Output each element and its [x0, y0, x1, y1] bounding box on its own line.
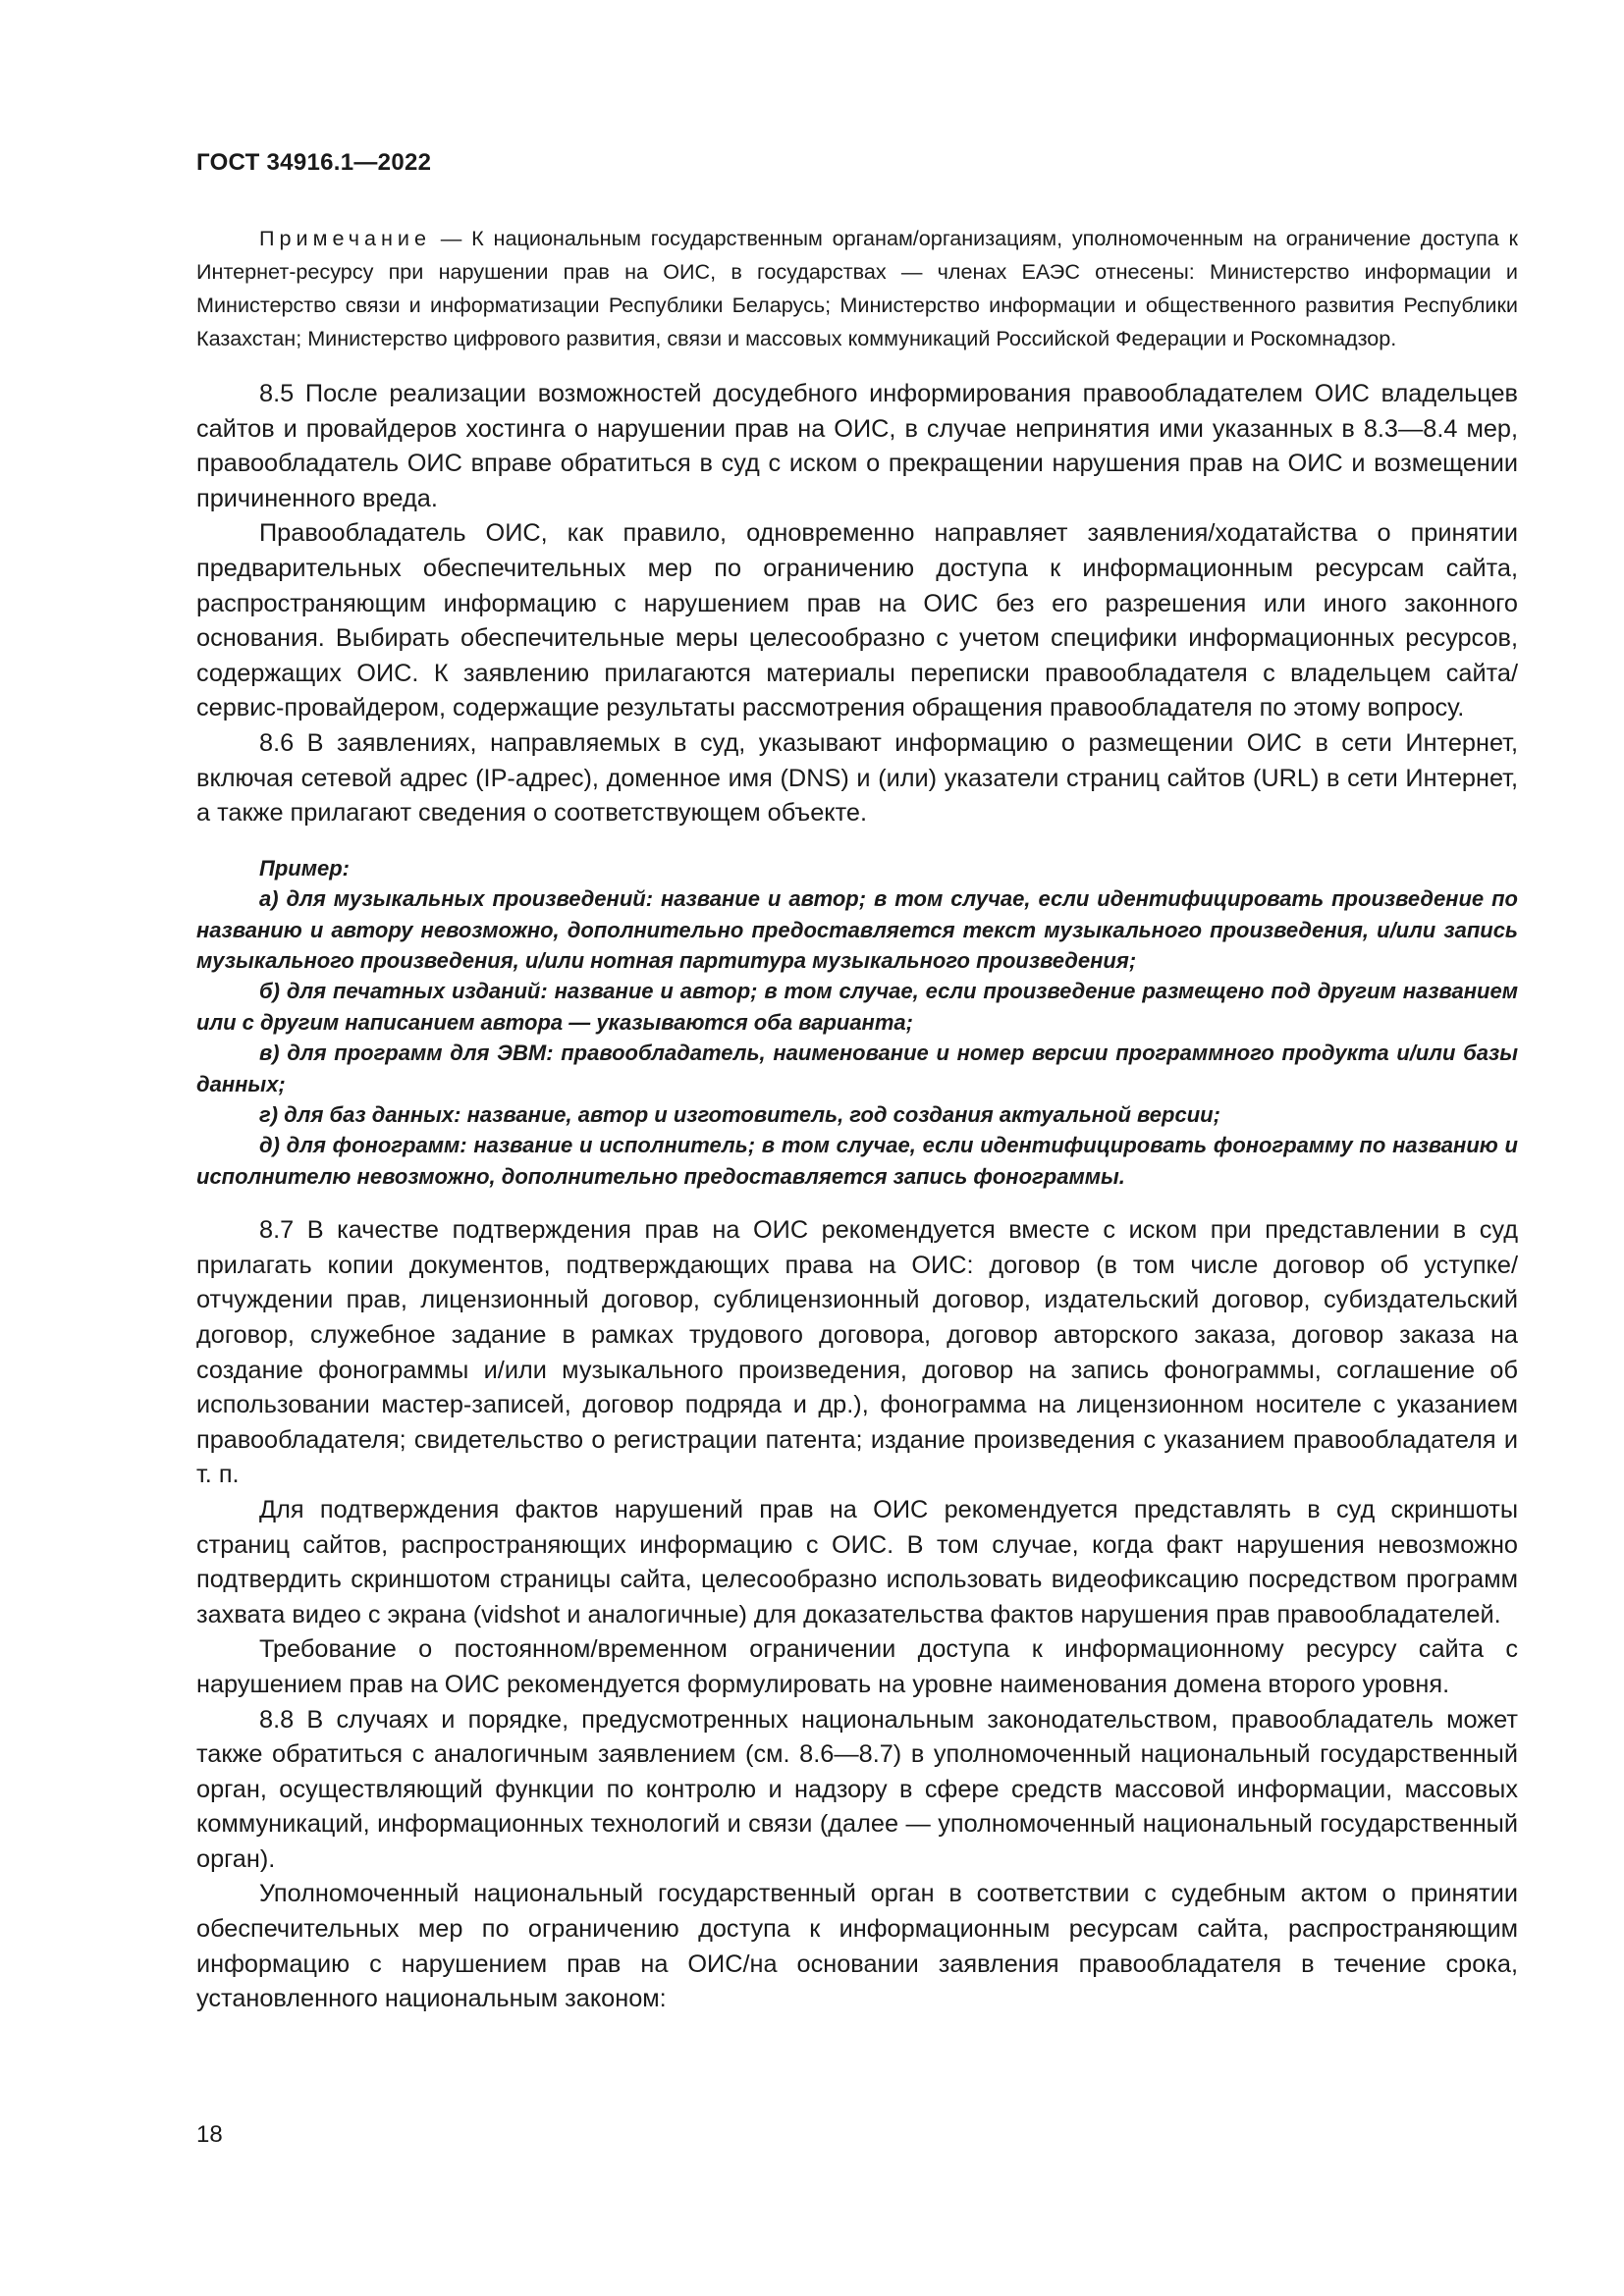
example-heading: Пример:	[259, 855, 350, 881]
paragraph-8-5: 8.5 После реализации возможностей досудебного информирования правообладателем ОИС владельцев сайтов и провайдеров хостинга о нарушении прав на ОИС, в случае непринятия ими указанных в 8.3—8.4 мер, правообладатель ОИС вправе обратиться в суд с иском о прекращении нарушения прав на ОИС и возмещении причиненного вреда.	[196, 380, 1518, 512]
paragraph-8-6: 8.6 В заявлениях, направляемых в суд, указывают информацию о размещении ОИС в сети Интернет, включая сетевой адрес (IP-адрес), доменное имя (DNS) и (или) указатели страниц сайтов (URL) в сети Интернет, а также прилагают сведения о соответствующем объекте.	[196, 728, 1518, 828]
paragraph-8-7: 8.7 В качестве подтверждения прав на ОИС рекомендуется вместе с иском при представлении в суд прилагать копии документов, подтверждающих права на ОИС: договор (в том числе договор об уступке/отчуждении прав, лицензионный договор, сублицензионный договор, издательский договор, субиздательский договор, служебное задание в рамках трудового договора, договор авторского заказа, договор заказа на создание фонограммы и/или музыкального произведения, договор на запись фонограммы, соглашение об использовании мастер-записей, договор подряда и др.), фонограмма на лицензионном носителе с указанием правообладателя; свидетельство о регистрации патента; издание произведения с указанием правообладателя и т. п.	[196, 1216, 1518, 1489]
example-item-b: б) для печатных изданий: название и автор; в том случае, если произведение размещено под другим названием или с другим написанием автора — указываются оба варианта;	[196, 979, 1518, 1035]
paragraph-8-8: 8.8 В случаях и порядке, предусмотренных национальным законодательством, правообладатель может также обратиться с аналогичным заявлением (см. 8.6—8.7) в уполномоченный национальный государственный орган, осуществляющий функции по контролю и надзору в сфере средств массовой информации, массовых коммуникаций, информационных технологий и связи (далее — уполномоченный национальный государственный орган).	[196, 1705, 1518, 1873]
example-item-a: а) для музыкальных произведений: название и автор; в том случае, если идентифицировать произведение по названию и автору невозможно, дополнительно предоставляется текст музыкального произведения, и/или запись музыкального произведения, и/или нотная партитура музыкального произведения;	[196, 886, 1518, 973]
note-text: — К национальным государственным органам/организациям, уполномоченным на ограничение доступа к Интернет-ресурсу при нарушении прав на ОИС, в государствах — членах ЕАЭС отнесены: Министерство информации и Министерство связи и информатизации Республики Беларусь; Министерство информации и общественного развития Республики Казахстан; Министерство цифрового развития, связи и массовых коммуникаций Российской Федерации и Роскомнадзор.	[196, 226, 1518, 350]
paragraph-8-5-continued: Правообладатель ОИС, как правило, одновременно направляет заявления/ходатайства о принятии предварительных обеспечительных мер по ограничению доступа к информационным ресурсам сайта, распространяющим информацию с нарушением прав на ОИС без его разрешения или иного законного основания. Выбирать обеспечительные меры целесообразно с учетом специфики информационных ресурсов, содержащих ОИС. К заявлению прилагаются материалы переписки правообладателя с владельцем сайта/сервис-провайдером, содержащие результаты рассмотрения обращения правообладателя по этому вопросу.	[196, 519, 1518, 722]
example-item-v: в) для программ для ЭВМ: правообладатель, наименование и номер версии программного продукта и/или базы данных;	[196, 1041, 1518, 1096]
paragraph-8-7-screenshots: Для подтверждения фактов нарушений прав на ОИС рекомендуется представлять в суд скриншоты страниц сайтов, распространяющих информацию с ОИС. В том случае, когда факт нарушения невозможно подтвердить скриншотом страницы сайта, целесообразно использовать видеофиксацию посредством программ захвата видео с экрана (vidshot и аналогичные) для доказательства фактов нарушения прав правообладателей.	[196, 1495, 1518, 1629]
example-item-d: д) для фонограмм: название и исполнитель; в том случае, если идентифицировать фонограмму по названию и исполнителю невозможно, дополнительно предоставляется запись фонограммы.	[196, 1133, 1518, 1189]
note-label: Примечание	[259, 226, 431, 250]
example-block	[196, 853, 1518, 1192]
page-number: 18	[196, 2121, 223, 2148]
document-header: ГОСТ 34916.1—2022	[196, 149, 432, 176]
paragraph-8-7-domain: Требование о постоянном/временном ограничении доступа к информационному ресурсу сайта с нарушением прав на ОИС рекомендуется формулировать на уровне наименования домена второго уровня.	[196, 1635, 1518, 1698]
paragraph-8-8-continued: Уполномоченный национальный государственный орган в соответствии с судебным актом о принятии обеспечительных мер по ограничению доступа к информационным ресурсам сайта, распространяющим информацию с нарушением прав на ОИС/на основании заявления правообладателя в течение срока, установленного национальным законом:	[196, 1880, 1518, 2013]
note-block	[196, 222, 1518, 355]
example-item-g: г) для баз данных: название, автор и изготовитель, год создания актуальной версии;	[259, 1101, 1220, 1127]
document-body	[196, 222, 1518, 2017]
